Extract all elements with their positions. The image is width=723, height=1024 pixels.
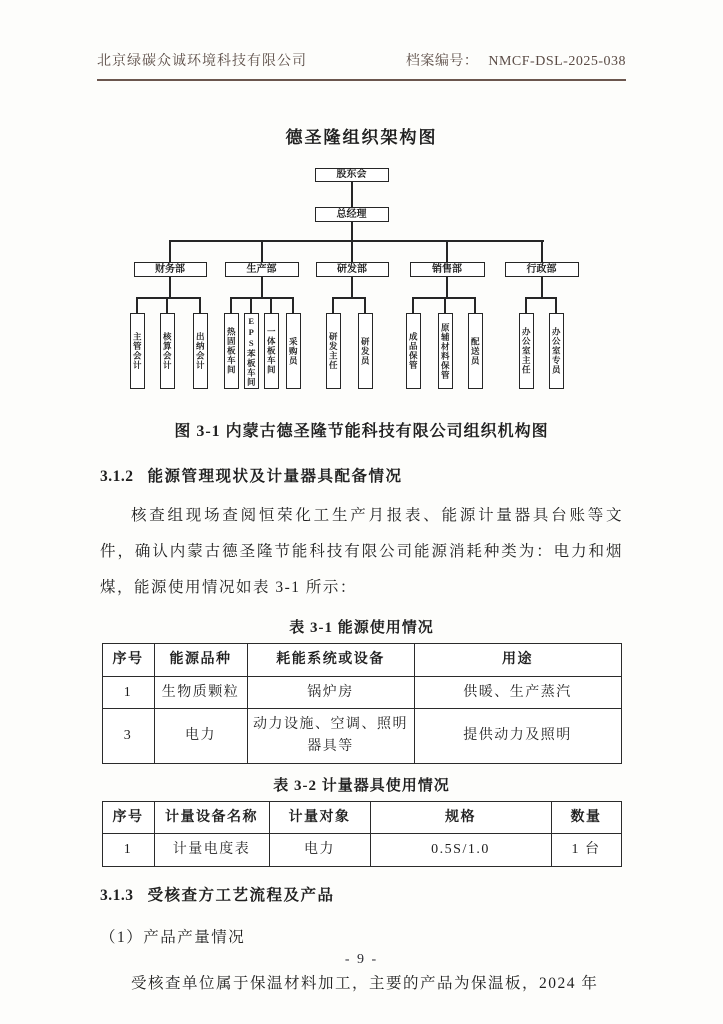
figure-caption: 图 3-1 内蒙古德圣隆节能科技有限公司组织机构图 <box>174 423 549 440</box>
connector-line <box>351 222 353 240</box>
connector-line <box>169 277 171 297</box>
connector-rail <box>333 297 366 299</box>
section-heading-313 <box>100 883 623 905</box>
table-cell: 1 台 <box>551 834 621 867</box>
connector-line <box>351 182 353 207</box>
table-cell: 供暖、生产蒸汽 <box>414 676 621 709</box>
table-cell: 1 <box>102 676 154 709</box>
leaf-box-accounting: 核算会计 <box>160 313 175 389</box>
connector-line <box>364 297 366 313</box>
dept-box-sales: 销售部 <box>410 262 485 277</box>
connector-line <box>261 240 263 262</box>
connector-line <box>261 277 263 297</box>
table-cell: 1 <box>102 834 154 867</box>
page-header <box>97 0 626 81</box>
leaf-box-eps-workshop: EPS苯板车间 <box>244 313 259 389</box>
connector-line <box>412 297 414 313</box>
archive-number: NMCF-DSL-2025-038 <box>488 54 626 69</box>
energy-usage-table <box>102 643 622 764</box>
leaf-box-material-keeper: 原辅材料保管 <box>438 313 453 389</box>
connector-line <box>230 297 232 313</box>
leaf-box-product-keeper: 成品保管 <box>406 313 421 389</box>
table-header-row <box>102 643 621 676</box>
table-row <box>102 676 621 709</box>
connector-line <box>555 297 557 313</box>
leaf-box-delivery: 配送员 <box>468 313 483 389</box>
dept-box-finance: 财务部 <box>134 262 207 277</box>
table-header-cell: 计量对象 <box>269 801 370 834</box>
table-cell: 提供动力及照明 <box>414 709 621 763</box>
leaf-box-office-specialist: 办公室专员 <box>549 313 564 389</box>
leaf-box-panel-workshop: 一体板车间 <box>264 313 279 389</box>
connector-line <box>250 297 252 313</box>
connector-line <box>444 297 446 313</box>
table-cell: 锅炉房 <box>247 676 414 709</box>
table-cell: 动力设施、空调、照明器具等 <box>247 709 414 763</box>
leaf-box-cashier: 出纳会计 <box>193 313 208 389</box>
connector-line <box>351 240 353 262</box>
connector-line <box>199 297 201 313</box>
connector-line <box>474 297 476 313</box>
table1-title: 表 3-1 能源使用情况 <box>289 619 434 636</box>
archive-number-group <box>406 50 626 70</box>
dept-box-rnd: 研发部 <box>316 262 389 277</box>
org-box-shareholders: 股东会 <box>315 168 389 182</box>
dept-box-admin: 行政部 <box>505 262 579 277</box>
table-cell: 电力 <box>269 834 370 867</box>
table-row <box>102 834 621 867</box>
metering-devices-table <box>102 801 622 867</box>
table-header-cell: 序号 <box>102 801 154 834</box>
section-number: 3.1.2 <box>100 468 134 485</box>
connector-line <box>446 277 448 297</box>
list-item-heading: （1）产品产量情况 <box>100 928 246 946</box>
connector-line <box>541 277 543 297</box>
org-box-general-manager: 总经理 <box>315 207 389 222</box>
connector-line <box>446 240 448 262</box>
body-paragraph: 受核查单位属于保温材料加工，主要的产品为保温板，2024 年 <box>131 974 599 992</box>
company-name: 北京绿碳众诚环境科技有限公司 <box>97 54 307 69</box>
archive-label: 档案编号： <box>405 54 479 69</box>
leaf-box-chief-accountant: 主管会计 <box>130 313 145 389</box>
section-number: 3.1.3 <box>100 886 134 904</box>
leaf-box-office-director: 办公室主任 <box>519 313 534 389</box>
section-title: 受核查方工艺流程及产品 <box>147 886 335 904</box>
table-header-cell: 耗能系统或设备 <box>247 643 414 676</box>
table-cell: 生物质颗粒 <box>154 676 247 709</box>
leaf-box-thermoset-workshop: 热固板车间 <box>224 313 239 389</box>
table-cell: 0.5S/1.0 <box>370 834 551 867</box>
table2-title: 表 3-2 计量器具使用情况 <box>273 777 450 794</box>
connector-line <box>292 297 294 313</box>
leaf-box-rnd-staff: 研发员 <box>358 313 373 389</box>
page-number: - 9 - <box>344 952 379 967</box>
table-cell: 计量电度表 <box>154 834 269 867</box>
connector-line <box>525 297 527 313</box>
connector-line <box>270 297 272 313</box>
connector-rail <box>231 297 294 299</box>
connector-rail <box>526 297 557 299</box>
table-header-cell: 能源品种 <box>154 643 247 676</box>
section-title: 能源管理现状及计量器具配备情况 <box>147 468 403 485</box>
table-header-cell: 计量设备名称 <box>154 801 269 834</box>
leaf-box-rnd-director: 研发主任 <box>326 313 341 389</box>
org-chart <box>92 154 632 404</box>
connector-line <box>136 297 138 313</box>
connector-line <box>541 240 543 262</box>
table-row <box>102 709 621 763</box>
connector-rail <box>170 240 544 242</box>
table-header-cell: 序号 <box>102 643 154 676</box>
table-header-cell: 用途 <box>414 643 621 676</box>
dept-box-production: 生产部 <box>225 262 299 277</box>
leaf-box-purchaser: 采购员 <box>286 313 301 389</box>
connector-line <box>351 277 353 297</box>
table-cell: 电力 <box>154 709 247 763</box>
document-body <box>100 464 623 1002</box>
connector-line <box>166 297 168 313</box>
table-header-cell: 规格 <box>370 801 551 834</box>
table-cell: 3 <box>102 709 154 763</box>
table-header-row <box>102 801 621 834</box>
org-chart-title: 德圣隆组织架构图 <box>285 128 438 147</box>
table-header-cell: 数量 <box>551 801 621 834</box>
connector-line <box>332 297 334 313</box>
body-paragraph: 核查组现场查阅恒荣化工生产月报表、能源计量器具台账等文件，确认内蒙古德圣隆节能科技有限公司能源消耗种类为：电力和烟煤，能源使用情况如表 3-1 所示： <box>100 507 623 596</box>
connector-rail <box>137 297 201 299</box>
connector-line <box>169 240 171 262</box>
section-heading-312 <box>100 464 623 486</box>
